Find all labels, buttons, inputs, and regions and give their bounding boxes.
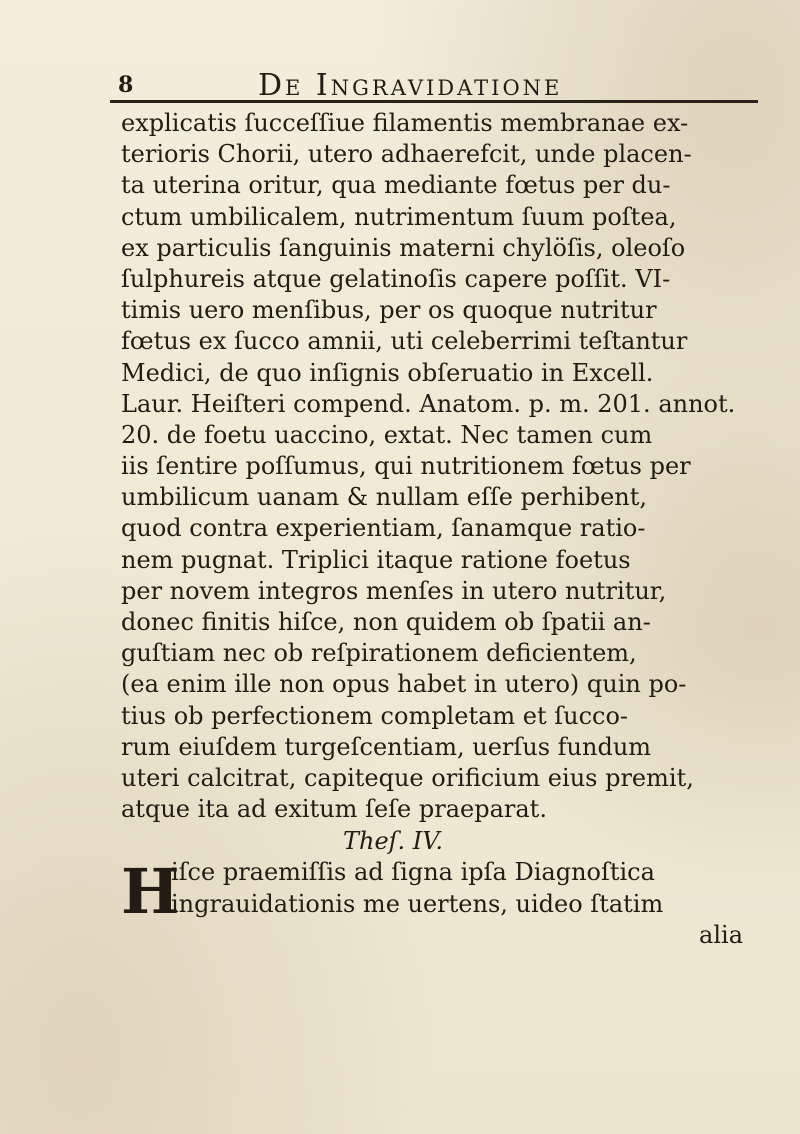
header-rule (110, 100, 758, 103)
text-line: ta uterina oritur, qua mediante fœtus per du- (121, 171, 671, 200)
page-header (118, 68, 758, 103)
text-line: iſce praemiſſis ad ſigna ipſa Diagnoſtica (171, 858, 655, 887)
text-line: Medici, de quo inſignis obſeruatio in Excell. (121, 358, 654, 387)
text-line: ſulphureis atque gelatinoſis capere poſſit. VI- (121, 264, 671, 293)
text-line: per novem integros menſes in utero nutritur, (121, 576, 667, 605)
text-line: timis uero menſibus, per os quoque nutritur (121, 296, 657, 325)
body-text (121, 108, 781, 951)
text-line: (ea enim ille non opus habet in utero) quin po- (121, 670, 687, 699)
text-line: ingrauidationis me uertens, uideo ſtatim (171, 889, 664, 918)
paragraph-two (121, 855, 781, 929)
text-line: terioris Chorii, utero adhaerefcit, unde placen- (121, 140, 692, 169)
drop-cap: H (121, 855, 180, 929)
text-line: iis ſentire poſſumus, qui nutritionem fœtus per (121, 452, 691, 481)
text-line: nem pugnat. Triplici itaque ratione foetus (121, 545, 631, 574)
text-line: fœtus ex ſucco amnii, uti celeberrimi teſtantur (121, 327, 688, 356)
text-line: Laur. Heiſteri compend. Anatom. p. m. 201. annot. (121, 389, 736, 418)
text-line: umbilicum uanam & nullam eſſe perhibent, (121, 483, 648, 512)
text-line: tius ob perfectionem completam et ſucco- (121, 701, 629, 730)
catchword: alia (699, 920, 743, 949)
text-line: quod contra experientiam, ſanamque ratio- (121, 514, 646, 543)
text-line: uteri calcitrat, capiteque orificium eius premit, (121, 763, 694, 792)
text-line: rum eiuſdem turgeſcentiam, uerſus fundum (121, 732, 652, 761)
page-number: 8 (118, 72, 134, 98)
thesis-heading: Theſ. IV. (343, 827, 444, 856)
text-line: explicatis ſucceſſiue filamentis membranae ex- (121, 109, 689, 137)
text-line: ex particulis ſanguinis materni chylöſis, oleoſo (121, 233, 686, 262)
text-line: 20. de foetu uaccino, extat. Nec tamen cum (121, 420, 653, 449)
text-line: ctum umbilicalem, nutrimentum ſuum poſtea, (121, 202, 677, 231)
text-line: atque ita ad exitum ſeſe praeparat. (121, 795, 547, 824)
text-line: guſtiam nec ob reſpirationem deficientem, (121, 639, 637, 668)
text-line: donec finitis hiſce, non quidem ob ſpatii an- (121, 608, 651, 636)
running-title: De Ingravidatione (258, 68, 563, 103)
